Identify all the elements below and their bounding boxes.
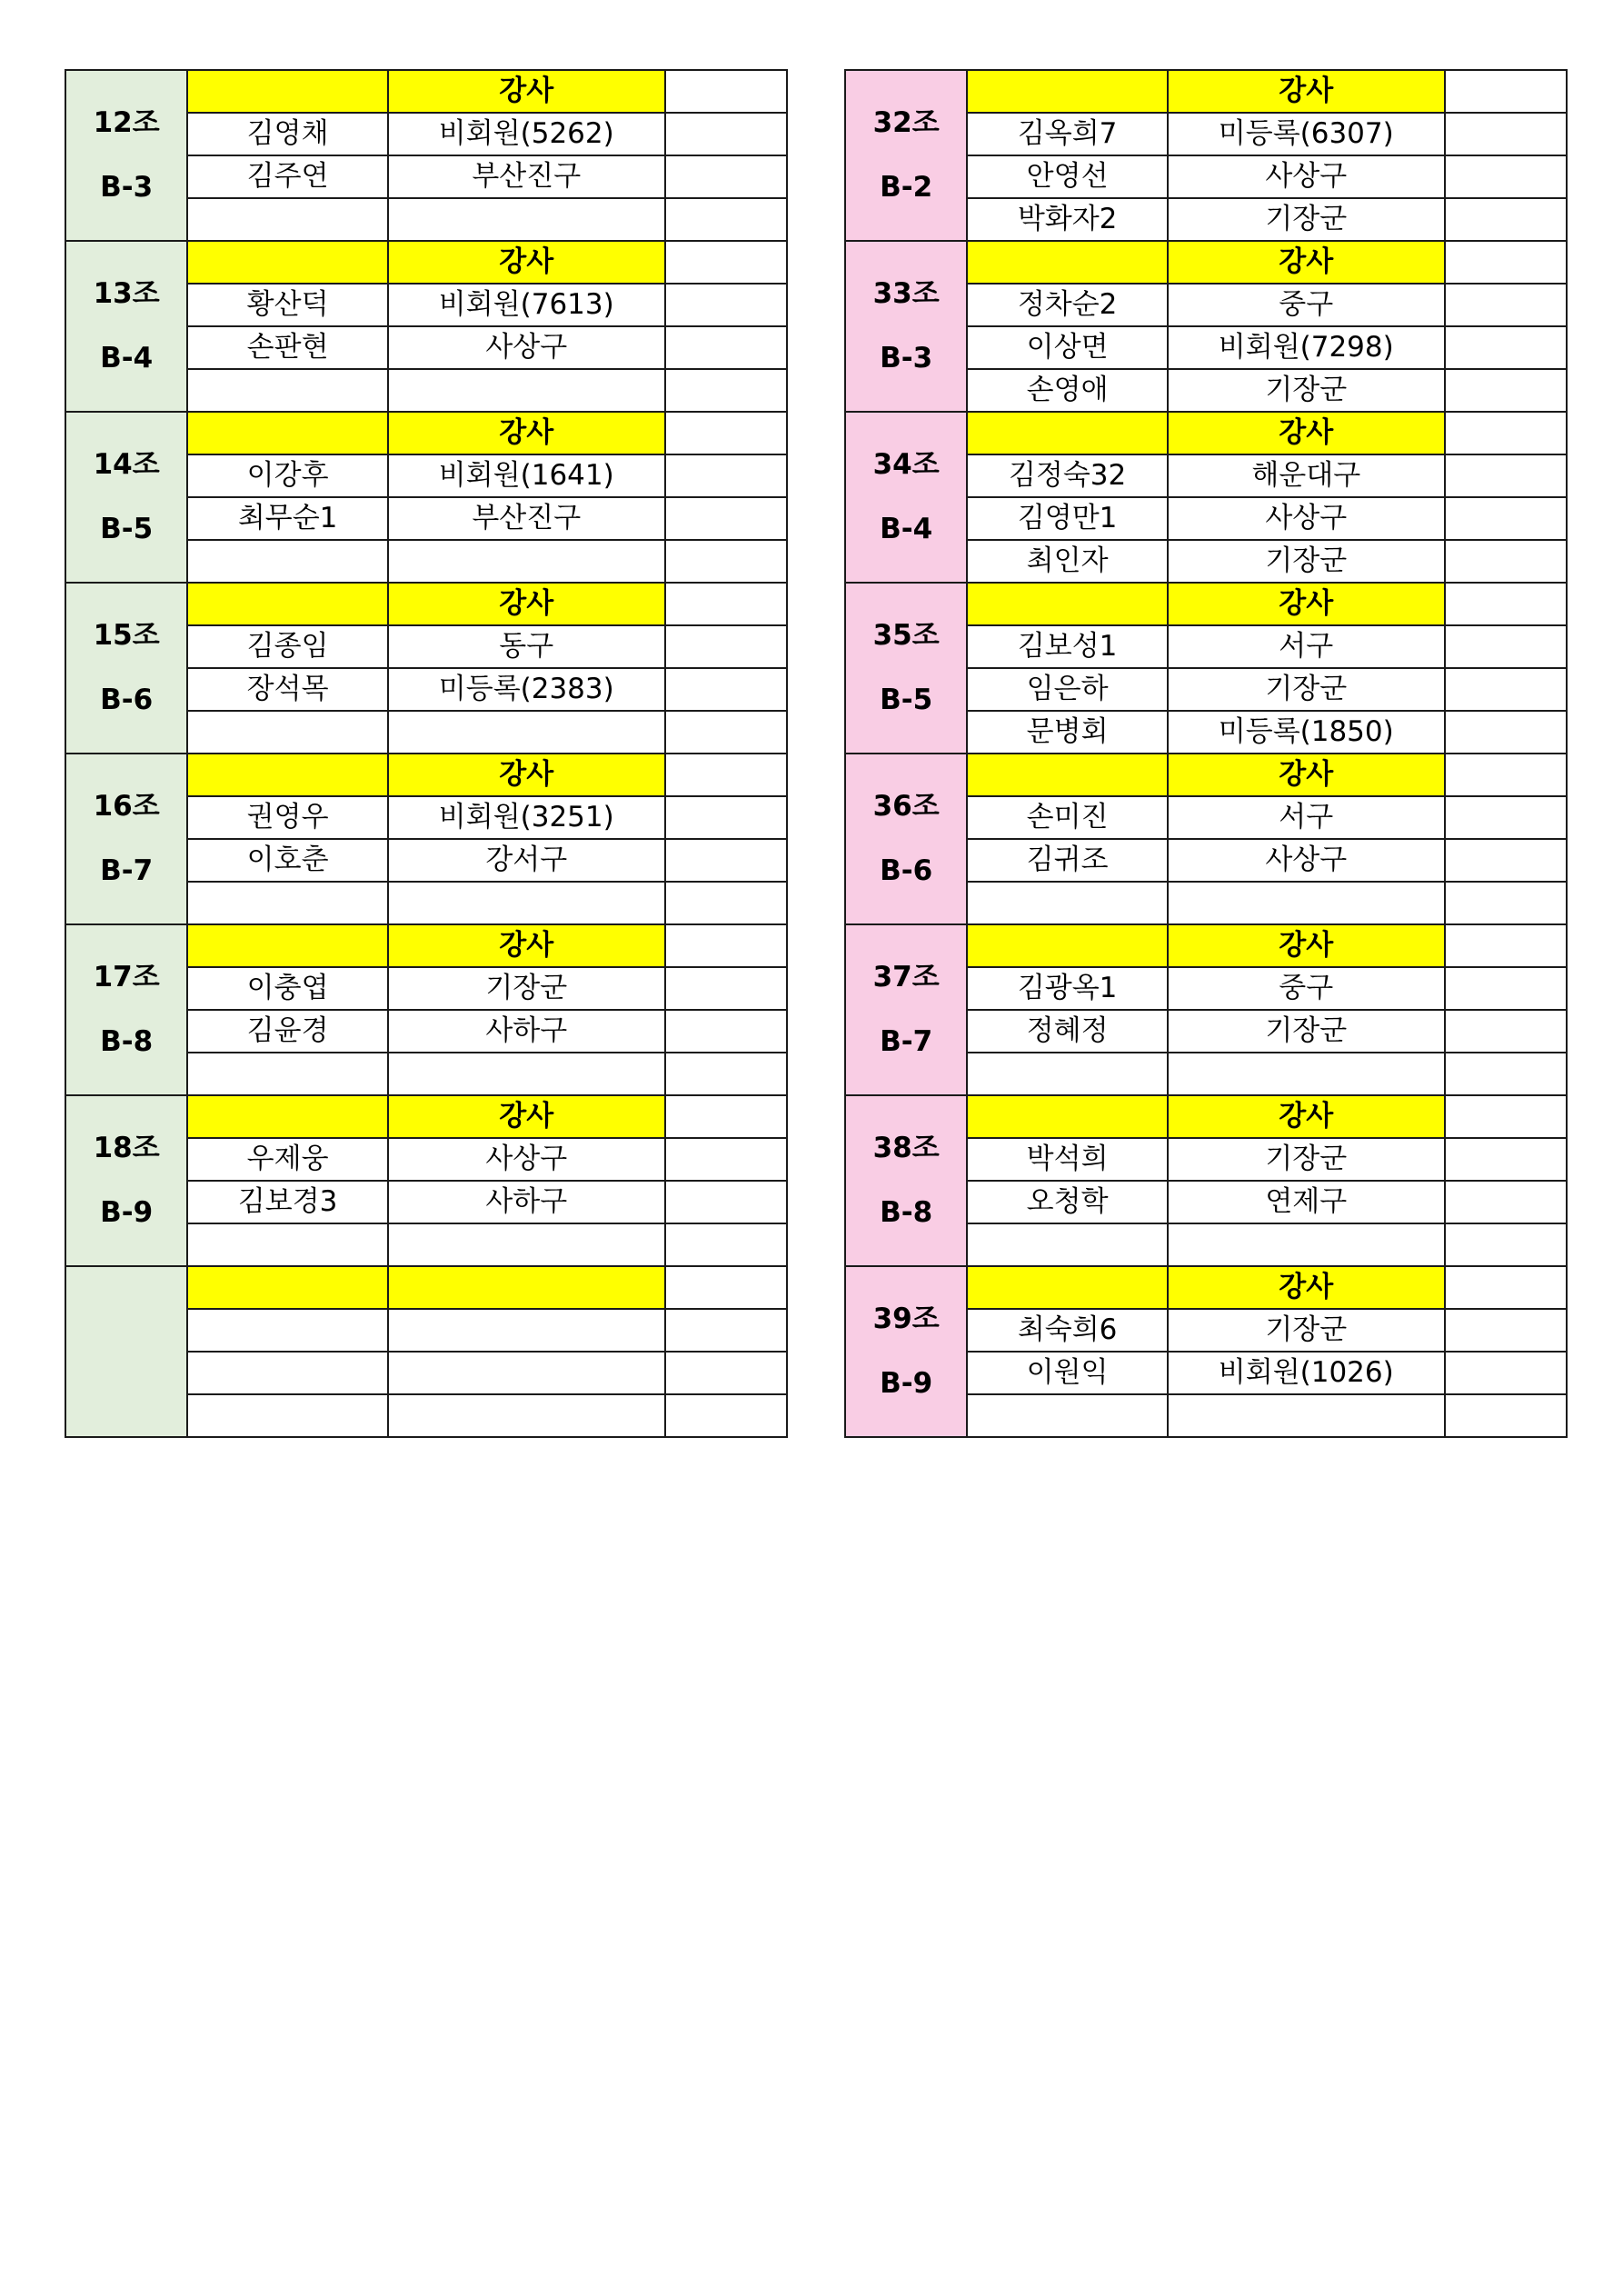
member-name: 손미진 [967,796,1168,839]
header-blank-cell [187,924,388,967]
extra-cell [1445,1053,1567,1095]
group-header-row [845,412,1567,454]
extra-cell [1445,754,1567,796]
extra-cell [665,113,787,155]
group-code: B-5 [880,684,933,716]
extra-cell [1445,796,1567,839]
member-district [1168,1394,1445,1437]
role-label: 강사 [1168,1095,1445,1138]
group-label-cell [845,1095,967,1266]
extra-cell [665,1266,787,1309]
group-header-row [65,583,787,625]
extra-cell [665,668,787,711]
member-district [388,1223,665,1266]
member-district: 비회원(1026) [1168,1352,1445,1394]
group-header-row [65,924,787,967]
extra-cell [1445,113,1567,155]
member-district: 사상구 [1168,497,1445,540]
extra-cell [1445,1138,1567,1181]
extra-cell [665,326,787,369]
member-name: 김주연 [187,155,388,198]
member-name: 김보경3 [187,1181,388,1223]
member-district: 미등록(2383) [388,668,665,711]
extra-cell [665,540,787,583]
header-blank-cell [967,924,1168,967]
member-name: 박화자2 [967,198,1168,241]
member-name: 박석희 [967,1138,1168,1181]
member-district [1168,1223,1445,1266]
group-code: B-9 [100,1196,154,1229]
group-code: B-7 [880,1025,933,1058]
group-header-row [845,583,1567,625]
member-name: 이원익 [967,1352,1168,1394]
member-name: 장석목 [187,668,388,711]
group-header-row [65,412,787,454]
group-header-row [65,754,787,796]
group-code: B-4 [880,513,933,545]
member-district: 기장군 [1168,1309,1445,1352]
member-district: 중구 [1168,967,1445,1010]
member-name [187,1309,388,1352]
extra-cell [665,155,787,198]
member-name: 이호춘 [187,839,388,882]
member-name [967,1053,1168,1095]
member-name: 이상면 [967,326,1168,369]
group-label-cell [845,412,967,583]
member-name: 임은하 [967,668,1168,711]
extra-cell [1445,284,1567,326]
role-label: 강사 [1168,70,1445,113]
group-header-row [65,241,787,284]
extra-cell [1445,924,1567,967]
member-district: 연제구 [1168,1181,1445,1223]
member-district: 비회원(1641) [388,454,665,497]
group-name: 34조 [872,447,940,481]
group-name: 12조 [93,105,160,139]
header-blank-cell [967,1095,1168,1138]
member-district [1168,1053,1445,1095]
group-code: B-7 [100,854,154,887]
member-name: 최인자 [967,540,1168,583]
member-district [388,711,665,754]
member-name: 오청학 [967,1181,1168,1223]
group-name: 36조 [872,789,940,823]
member-district: 비회원(3251) [388,796,665,839]
extra-cell [1445,967,1567,1010]
group-code: B-5 [100,513,154,545]
extra-cell [1445,583,1567,625]
member-district: 사상구 [1168,155,1445,198]
member-district: 미등록(6307) [1168,113,1445,155]
header-blank-cell [187,754,388,796]
extra-cell [1445,369,1567,412]
group-name: 17조 [93,960,160,993]
member-district: 기장군 [1168,540,1445,583]
extra-cell [1445,711,1567,754]
member-district [388,369,665,412]
member-district: 부산진구 [388,155,665,198]
group-header-row [845,924,1567,967]
role-label: 강사 [1168,412,1445,454]
role-label: 강사 [1168,241,1445,284]
member-name [967,882,1168,924]
member-district: 동구 [388,625,665,668]
group-label-cell [65,1266,187,1437]
member-name: 최무순1 [187,497,388,540]
member-district: 기장군 [1168,198,1445,241]
group-header-row [845,241,1567,284]
group-code: B-3 [880,342,933,374]
member-name: 김정숙32 [967,454,1168,497]
member-district [388,1394,665,1437]
member-district: 해운대구 [1168,454,1445,497]
member-district: 사상구 [1168,839,1445,882]
member-name: 이충엽 [187,967,388,1010]
member-district [388,1309,665,1352]
group-code: B-2 [880,171,933,204]
group-name: 14조 [93,447,160,481]
member-name: 정차순2 [967,284,1168,326]
group-name: 16조 [93,789,160,823]
member-district: 부산진구 [388,497,665,540]
extra-cell [1445,1181,1567,1223]
group-name: 38조 [872,1131,940,1164]
header-blank-cell [967,241,1168,284]
member-name: 김옥희7 [967,113,1168,155]
group-label-cell [65,1095,187,1266]
extra-cell [1445,241,1567,284]
group-header-row [845,1095,1567,1138]
extra-cell [665,1053,787,1095]
member-name [187,882,388,924]
group-code: B-9 [880,1367,933,1400]
role-label: 강사 [1168,924,1445,967]
group-code: B-6 [880,854,933,887]
member-district [388,540,665,583]
group-header-row [65,70,787,113]
group-label-cell [845,70,967,241]
extra-cell [665,882,787,924]
extra-cell [1445,1010,1567,1053]
group-name: 18조 [93,1131,160,1164]
extra-cell [1445,412,1567,454]
role-label: 강사 [388,241,665,284]
extra-cell [665,924,787,967]
group-label-cell [65,70,187,241]
member-name [187,1053,388,1095]
header-blank-cell [967,754,1168,796]
group-header-row [845,1266,1567,1309]
extra-cell [1445,540,1567,583]
member-name: 안영선 [967,155,1168,198]
member-name [187,1352,388,1394]
extra-cell [665,198,787,241]
member-name [187,1394,388,1437]
member-name [187,1223,388,1266]
member-district: 기장군 [1168,668,1445,711]
extra-cell [1445,70,1567,113]
role-label: 강사 [388,1095,665,1138]
group-name: 33조 [872,276,940,310]
group-header-row [65,1095,787,1138]
member-name: 권영우 [187,796,388,839]
role-label: 강사 [388,924,665,967]
extra-cell [665,454,787,497]
group-code: B-8 [880,1196,933,1229]
header-blank-cell [967,412,1168,454]
group-code: B-8 [100,1025,154,1058]
member-district: 기장군 [1168,1010,1445,1053]
extra-cell [1445,625,1567,668]
group-label-cell [845,924,967,1095]
header-blank-cell [187,1266,388,1309]
role-label: 강사 [388,754,665,796]
member-district [388,198,665,241]
extra-cell [1445,198,1567,241]
member-name: 김영만1 [967,497,1168,540]
group-label-cell [845,1266,967,1437]
member-district [388,1352,665,1394]
role-label: 강사 [1168,583,1445,625]
member-district: 서구 [1168,796,1445,839]
member-district: 비회원(7613) [388,284,665,326]
extra-cell [665,711,787,754]
extra-cell [1445,1394,1567,1437]
header-blank-cell [967,583,1168,625]
member-name: 김귀조 [967,839,1168,882]
role-label: 강사 [1168,754,1445,796]
member-name [967,1223,1168,1266]
header-blank-cell [967,70,1168,113]
extra-cell [1445,1095,1567,1138]
member-district: 사상구 [388,1138,665,1181]
member-district: 비회원(5262) [388,113,665,155]
extra-cell [665,284,787,326]
group-label-cell [65,412,187,583]
group-code: B-6 [100,684,154,716]
group-name: 15조 [93,618,160,652]
group-label-cell [65,241,187,412]
member-district: 사하구 [388,1010,665,1053]
extra-cell [665,839,787,882]
extra-cell [665,497,787,540]
member-district: 서구 [1168,625,1445,668]
role-label [388,1266,665,1309]
group-label-cell [65,754,187,924]
member-name: 이강후 [187,454,388,497]
extra-cell [665,1181,787,1223]
extra-cell [665,70,787,113]
member-name [187,198,388,241]
extra-cell [1445,839,1567,882]
member-name: 손영애 [967,369,1168,412]
extra-cell [1445,1309,1567,1352]
member-name [187,369,388,412]
group-code: B-3 [100,171,154,204]
member-name [187,540,388,583]
extra-cell [1445,497,1567,540]
extra-cell [665,1394,787,1437]
member-name: 김윤경 [187,1010,388,1053]
extra-cell [665,625,787,668]
group-name: 35조 [872,618,940,652]
member-district: 사상구 [388,326,665,369]
role-label: 강사 [388,583,665,625]
group-label-cell [65,583,187,754]
member-district [388,882,665,924]
member-name: 김보성1 [967,625,1168,668]
extra-cell [665,1352,787,1394]
group-name: 32조 [872,105,940,139]
member-name: 문병회 [967,711,1168,754]
member-district: 기장군 [1168,369,1445,412]
extra-cell [1445,1223,1567,1266]
role-label: 강사 [388,70,665,113]
left-group-body [65,70,787,1437]
role-label: 강사 [388,412,665,454]
group-name: 39조 [872,1302,940,1335]
right-group-table [844,69,1568,1438]
extra-cell [665,369,787,412]
extra-cell [1445,326,1567,369]
header-blank-cell [187,241,388,284]
member-district: 강서구 [388,839,665,882]
header-blank-cell [967,1266,1168,1309]
group-header-row [845,70,1567,113]
extra-cell [1445,882,1567,924]
group-header-row [65,1266,787,1309]
group-label-cell [845,754,967,924]
header-blank-cell [187,412,388,454]
member-name: 최숙희6 [967,1309,1168,1352]
member-name: 정혜정 [967,1010,1168,1053]
extra-cell [665,967,787,1010]
extra-cell [665,1010,787,1053]
extra-cell [665,754,787,796]
member-district: 사하구 [388,1181,665,1223]
header-blank-cell [187,70,388,113]
extra-cell [665,1223,787,1266]
member-name: 우제웅 [187,1138,388,1181]
group-code: B-4 [100,342,154,374]
extra-cell [665,583,787,625]
member-name: 김영채 [187,113,388,155]
extra-cell [1445,1352,1567,1394]
extra-cell [665,796,787,839]
group-label-cell [845,583,967,754]
member-name: 황산덕 [187,284,388,326]
member-district: 기장군 [388,967,665,1010]
group-name: 37조 [872,960,940,993]
member-district: 미등록(1850) [1168,711,1445,754]
extra-cell [1445,668,1567,711]
extra-cell [1445,155,1567,198]
role-label: 강사 [1168,1266,1445,1309]
extra-cell [1445,1266,1567,1309]
extra-cell [665,1309,787,1352]
extra-cell [665,1095,787,1138]
member-district: 비회원(7298) [1168,326,1445,369]
member-name: 김종임 [187,625,388,668]
right-group-body [845,70,1567,1437]
extra-cell [665,1138,787,1181]
header-blank-cell [187,1095,388,1138]
member-district: 중구 [1168,284,1445,326]
group-name: 13조 [93,276,160,310]
header-blank-cell [187,583,388,625]
member-district [388,1053,665,1095]
group-header-row [845,754,1567,796]
member-name: 손판현 [187,326,388,369]
group-label-cell [65,924,187,1095]
extra-cell [665,241,787,284]
left-group-table [65,69,788,1438]
extra-cell [665,412,787,454]
member-name [187,711,388,754]
member-name: 김광옥1 [967,967,1168,1010]
group-label-cell [845,241,967,412]
member-district: 기장군 [1168,1138,1445,1181]
extra-cell [1445,454,1567,497]
member-name [967,1394,1168,1437]
member-district [1168,882,1445,924]
